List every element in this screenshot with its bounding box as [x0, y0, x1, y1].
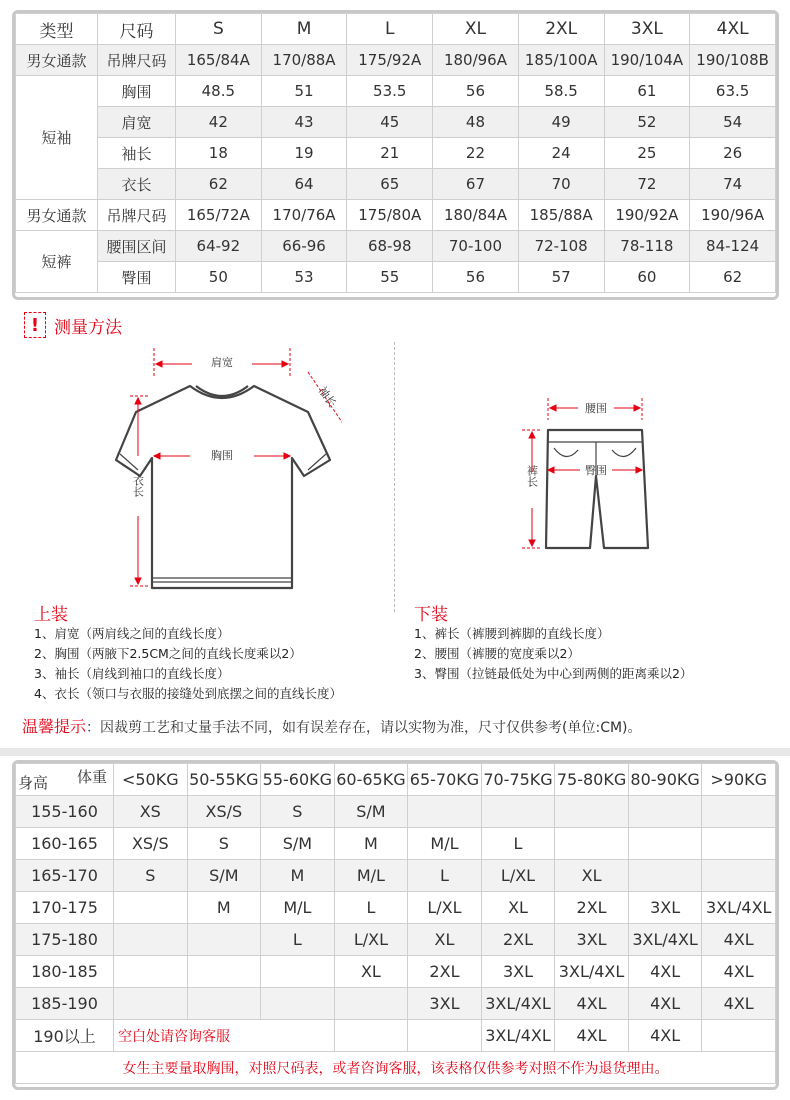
top-tag-row [16, 45, 776, 76]
instruction-item: 1、肩宽（两肩线之间的直线长度） [34, 626, 230, 641]
value-cell: 19 [261, 138, 347, 169]
value-cell: 42 [176, 107, 262, 138]
pants-length-label: 裤长 [525, 465, 539, 487]
size-cell: 3XL/4XL [481, 1020, 555, 1052]
value-cell: 185/100A [518, 45, 604, 76]
tip-line [22, 714, 642, 737]
value-cell: 170/76A [261, 200, 347, 231]
size-cell: 3XL/4XL [702, 892, 776, 924]
size-cell: L [481, 828, 555, 860]
empty-cell [481, 796, 555, 828]
value-cell: 24 [518, 138, 604, 169]
size-cell: 2XL [408, 956, 482, 988]
row-label: 吊牌尺码 [98, 45, 176, 76]
measure-header [24, 312, 122, 338]
group-label: 短袖 [16, 76, 98, 200]
corner-cell [16, 764, 114, 796]
value-cell: 56 [433, 262, 519, 293]
value-cell: 21 [347, 138, 433, 169]
top-title: 上装 [34, 605, 68, 625]
weight-header: 80-90KG [628, 764, 702, 796]
empty-cell [408, 796, 482, 828]
row-label: 吊牌尺码 [98, 200, 176, 231]
size-chart-panel [12, 10, 779, 300]
empty-cell [408, 1020, 482, 1052]
size-cell: L/XL [334, 924, 408, 956]
size-cell: XS/S [114, 828, 188, 860]
measure-title: 测量方法 [54, 317, 122, 338]
height-row [16, 924, 776, 956]
height-row [16, 796, 776, 828]
empty-cell [628, 828, 702, 860]
sleeve-label: 袖长 [315, 384, 339, 410]
value-cell: 62 [690, 262, 776, 293]
weight-axis-label: 体重 [76, 768, 107, 786]
size-cell: 4XL [555, 988, 629, 1020]
size-recommendation-panel [12, 760, 779, 1090]
instruction-item: 4、衣长（领口与衣服的接缝处到底摆之间的直线长度） [34, 686, 342, 701]
height-row [16, 956, 776, 988]
empty-cell [702, 860, 776, 892]
value-cell: 67 [433, 169, 519, 200]
header-cell: XL [433, 14, 519, 45]
weight-header: 55-60KG [261, 764, 335, 796]
value-cell: 25 [604, 138, 690, 169]
value-cell: 165/84A [176, 45, 262, 76]
value-cell: 72-108 [518, 231, 604, 262]
size-cell: S [187, 828, 261, 860]
size-cell: M [261, 860, 335, 892]
size-cell: 4XL [702, 988, 776, 1020]
height-row [16, 828, 776, 860]
value-cell: 51 [261, 76, 347, 107]
height-row [16, 892, 776, 924]
header-cell: 4XL [690, 14, 776, 45]
empty-cell [187, 924, 261, 956]
header-cell: 类型 [16, 14, 98, 45]
value-cell: 57 [518, 262, 604, 293]
instruction-item: 3、袖长（肩线到袖口的直线长度） [34, 666, 230, 681]
value-cell: 170/88A [261, 45, 347, 76]
value-cell: 22 [433, 138, 519, 169]
value-cell: 65 [347, 169, 433, 200]
figure-divider [394, 342, 395, 612]
value-cell: 53.5 [347, 76, 433, 107]
height-row [16, 988, 776, 1020]
size-cell: S [261, 796, 335, 828]
value-cell: 190/108B [690, 45, 776, 76]
value-cell: 64-92 [176, 231, 262, 262]
size-cell: 3XL [408, 988, 482, 1020]
size-cell: 3XL [628, 892, 702, 924]
size-cell: L [261, 924, 335, 956]
measurement-section [12, 302, 779, 745]
empty-cell [114, 956, 188, 988]
bottom-title: 下装 [414, 605, 448, 625]
empty-cell [702, 828, 776, 860]
size-cell: 3XL/4XL [481, 988, 555, 1020]
value-cell: 72 [604, 169, 690, 200]
value-cell: 70-100 [433, 231, 519, 262]
empty-cell [628, 796, 702, 828]
weight-header: 60-65KG [334, 764, 408, 796]
value-cell: 190/104A [604, 45, 690, 76]
weight-header: 50-55KG [187, 764, 261, 796]
empty-cell [261, 988, 335, 1020]
value-cell: 55 [347, 262, 433, 293]
instruction-item: 2、胸围（两腋下2.5CM之间的直线长度乘以2） [34, 646, 302, 661]
size-cell: 2XL [555, 892, 629, 924]
header-row [16, 14, 776, 45]
empty-cell [628, 860, 702, 892]
type-cell: 男女通款 [16, 45, 98, 76]
size-cell: 3XL [555, 924, 629, 956]
empty-cell [555, 796, 629, 828]
header-cell: M [261, 14, 347, 45]
top-instructions [34, 624, 342, 704]
empty-cell [114, 892, 188, 924]
value-cell: 50 [176, 262, 262, 293]
size-cell: S/M [334, 796, 408, 828]
height-cell: 170-175 [16, 892, 114, 924]
size-cell: XL [334, 956, 408, 988]
group-label: 短裤 [16, 231, 98, 293]
height-row [16, 1020, 776, 1052]
value-cell: 78-118 [604, 231, 690, 262]
height-cell: 185-190 [16, 988, 114, 1020]
warning-icon: ! [24, 312, 46, 338]
size-cell: XL [481, 892, 555, 924]
value-cell: 70 [518, 169, 604, 200]
height-cell: 190以上 [16, 1020, 114, 1052]
top-measure-row [16, 169, 776, 200]
bottom-measure-row [16, 231, 776, 262]
value-cell: 165/72A [176, 200, 262, 231]
size-cell: XL [408, 924, 482, 956]
row-label: 衣长 [98, 169, 176, 200]
row-label: 袖长 [98, 138, 176, 169]
value-cell: 60 [604, 262, 690, 293]
height-cell: 155-160 [16, 796, 114, 828]
value-cell: 58.5 [518, 76, 604, 107]
footnote-row [16, 1052, 776, 1084]
value-cell: 190/92A [604, 200, 690, 231]
value-cell: 66-96 [261, 231, 347, 262]
header-cell: 3XL [604, 14, 690, 45]
tip-text: ：因裁剪工艺和丈量手法不同，如有误差存在，请以实物为准，尺寸仅供参考(单位:CM)。 [86, 720, 642, 736]
size-cell: S [114, 860, 188, 892]
size-cell: M/L [261, 892, 335, 924]
value-cell: 26 [690, 138, 776, 169]
size-cell: 3XL/4XL [628, 924, 702, 956]
weight-header: 75-80KG [555, 764, 629, 796]
length-label: 衣长 [131, 475, 145, 497]
empty-cell [555, 828, 629, 860]
value-cell: 74 [690, 169, 776, 200]
header-cell: S [176, 14, 262, 45]
height-cell: 180-185 [16, 956, 114, 988]
tshirt-figure [112, 346, 342, 596]
empty-cell [187, 956, 261, 988]
value-cell: 18 [176, 138, 262, 169]
chest-label: 胸围 [211, 449, 233, 462]
size-cell: XS/S [187, 796, 261, 828]
value-cell: 190/96A [690, 200, 776, 231]
size-cell: 4XL [702, 924, 776, 956]
instruction-item: 1、裤长（裤腰到裤脚的直线长度） [414, 626, 610, 641]
size-cell: L/XL [481, 860, 555, 892]
value-cell: 56 [433, 76, 519, 107]
value-cell: 62 [176, 169, 262, 200]
size-cell: XS [114, 796, 188, 828]
row-label: 肩宽 [98, 107, 176, 138]
height-row [16, 860, 776, 892]
height-cell: 160-165 [16, 828, 114, 860]
type-cell: 男女通款 [16, 200, 98, 231]
empty-cell [334, 988, 408, 1020]
size-cell: 3XL/4XL [555, 956, 629, 988]
size-cell: 4XL [628, 1020, 702, 1052]
header-cell: 2XL [518, 14, 604, 45]
value-cell: 64 [261, 169, 347, 200]
value-cell: 54 [690, 107, 776, 138]
value-cell: 45 [347, 107, 433, 138]
empty-cell [702, 1020, 776, 1052]
value-cell: 68-98 [347, 231, 433, 262]
value-cell: 180/84A [433, 200, 519, 231]
row-label: 腰围区间 [98, 231, 176, 262]
size-recommendation-table [15, 763, 776, 1084]
row-label: 臀围 [98, 262, 176, 293]
value-cell: 175/80A [347, 200, 433, 231]
row-label: 胸围 [98, 76, 176, 107]
size-cell: L/XL [408, 892, 482, 924]
value-cell: 185/88A [518, 200, 604, 231]
waist-label: 腰围 [585, 402, 607, 415]
height-cell: 165-170 [16, 860, 114, 892]
section-separator [0, 748, 790, 756]
top-measure-row [16, 138, 776, 169]
shorts-figure [512, 390, 652, 560]
value-cell: 63.5 [690, 76, 776, 107]
value-cell: 61 [604, 76, 690, 107]
bottom-measure-row [16, 262, 776, 293]
size-cell: M [334, 828, 408, 860]
weight-header: 70-75KG [481, 764, 555, 796]
value-cell: 84-124 [690, 231, 776, 262]
instruction-item: 2、腰围（裤腰的宽度乘以2） [414, 646, 580, 661]
value-cell: 175/92A [347, 45, 433, 76]
size-cell: L [334, 892, 408, 924]
weight-header: >90KG [702, 764, 776, 796]
top-measure-row [16, 107, 776, 138]
header-cell: 尺码 [98, 14, 176, 45]
empty-cell [114, 924, 188, 956]
header-cell: L [347, 14, 433, 45]
size-cell: 4XL [628, 988, 702, 1020]
value-cell: 180/96A [433, 45, 519, 76]
empty-cell [187, 988, 261, 1020]
size-cell: M/L [408, 828, 482, 860]
shoulder-label: 肩宽 [211, 356, 233, 369]
weight-header-row [16, 764, 776, 796]
bottom-instructions [414, 624, 692, 684]
size-cell: 4XL [555, 1020, 629, 1052]
top-measure-row [16, 76, 776, 107]
empty-cell [334, 1020, 408, 1052]
empty-cell [261, 956, 335, 988]
size-cell: M/L [334, 860, 408, 892]
footnote: 女生主要量取胸围，对照尺码表，或者咨询客服，该表格仅供参考对照不作为退货理由。 [16, 1052, 776, 1084]
value-cell: 48.5 [176, 76, 262, 107]
contact-note: 空白处请咨询客服 [114, 1020, 335, 1052]
size-cell: S/M [187, 860, 261, 892]
size-cell: 2XL [481, 924, 555, 956]
empty-cell [702, 796, 776, 828]
height-axis-label: 身高 [18, 774, 49, 792]
value-cell: 52 [604, 107, 690, 138]
value-cell: 53 [261, 262, 347, 293]
value-cell: 49 [518, 107, 604, 138]
hip-label: 臀围 [585, 464, 607, 477]
size-cell: S/M [261, 828, 335, 860]
size-cell: 4XL [628, 956, 702, 988]
height-cell: 175-180 [16, 924, 114, 956]
size-cell: L [408, 860, 482, 892]
size-chart-table [15, 13, 776, 293]
size-cell: XL [555, 860, 629, 892]
size-cell: 4XL [702, 956, 776, 988]
weight-header: <50KG [114, 764, 188, 796]
weight-header: 65-70KG [408, 764, 482, 796]
size-cell: 3XL [481, 956, 555, 988]
tip-label: 温馨提示 [22, 717, 87, 736]
value-cell: 43 [261, 107, 347, 138]
bottom-tag-row [16, 200, 776, 231]
value-cell: 48 [433, 107, 519, 138]
empty-cell [114, 988, 188, 1020]
instruction-item: 3、臀围（拉链最低处为中心到两侧的距离乘以2） [414, 666, 693, 681]
size-cell: M [187, 892, 261, 924]
